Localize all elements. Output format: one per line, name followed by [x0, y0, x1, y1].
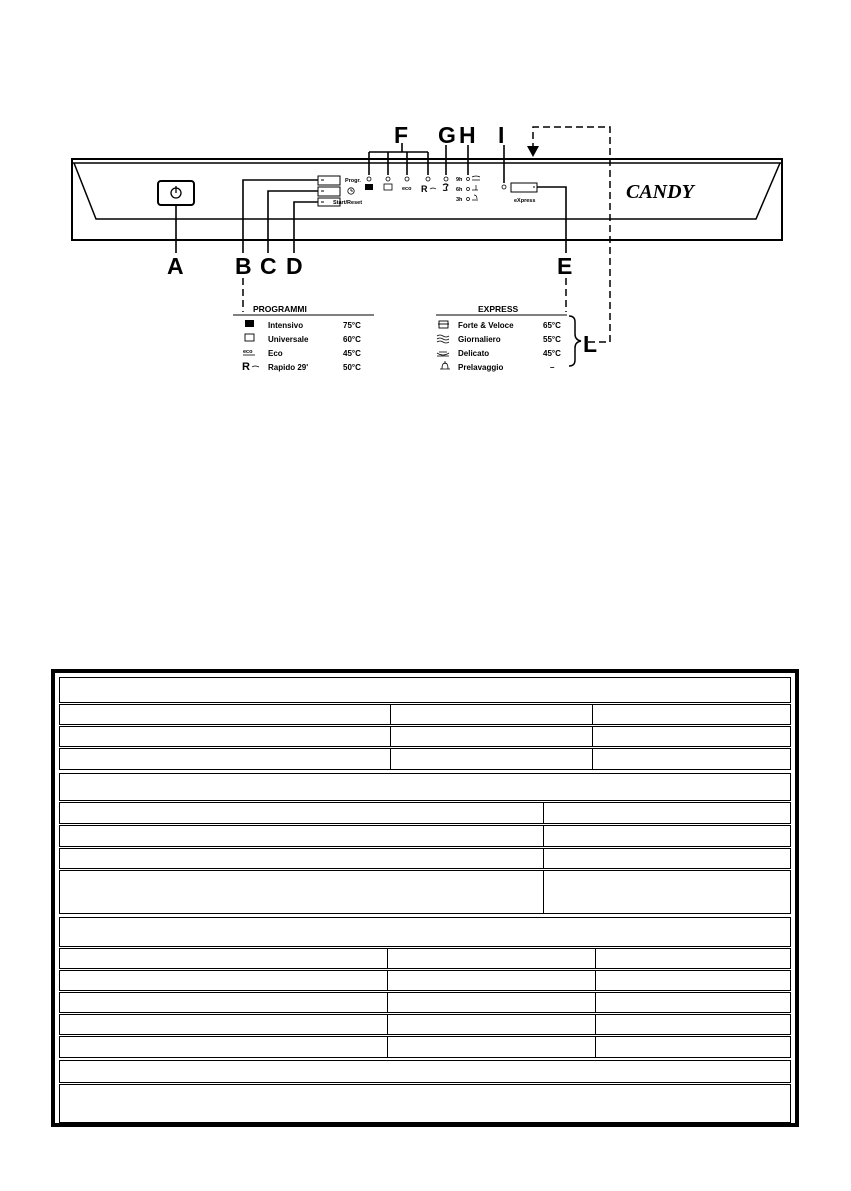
- table-cell: [543, 826, 544, 846]
- pan-icon: [384, 184, 392, 190]
- table-cell: [387, 993, 388, 1012]
- callout-g: G: [438, 122, 456, 148]
- delay-9h-label: 9h: [456, 177, 463, 183]
- programmi-item-name: Rapido 29': [268, 363, 309, 372]
- table-section-header: [59, 677, 791, 703]
- delay-6h-label: 6h: [456, 187, 463, 193]
- table-cell: [387, 949, 388, 968]
- start-reset-label: Start/Reset: [333, 200, 363, 206]
- table-cell: [387, 971, 388, 990]
- table-row: [59, 704, 791, 725]
- table-row: [59, 748, 791, 770]
- table-section-header: [59, 1060, 791, 1083]
- express-item-temp: 55°C: [543, 335, 561, 344]
- express-label: eXpress: [514, 198, 536, 204]
- led-intensivo: [367, 177, 371, 181]
- table-row: [59, 726, 791, 747]
- dish-icon: [437, 352, 449, 356]
- rapid-icon: R: [242, 361, 250, 373]
- curly-brace: [569, 316, 581, 366]
- table-row: [59, 1014, 791, 1035]
- table-cell: [390, 749, 391, 769]
- programmi-item-temp: 45°C: [343, 349, 361, 358]
- table-cell: [592, 727, 593, 746]
- table-row: [59, 1036, 791, 1058]
- table-section-header: [59, 917, 791, 947]
- table-cell: [390, 727, 391, 746]
- table-cell: [543, 871, 544, 913]
- table-cell: [387, 1037, 388, 1057]
- callout-f: F: [394, 122, 409, 148]
- salt-icon: [443, 184, 448, 191]
- programmi-item-temp: 50°C: [343, 363, 361, 372]
- power-button[interactable]: [158, 181, 194, 205]
- callout-l: L: [583, 331, 598, 357]
- pot-icon: [245, 320, 254, 327]
- table-cell: [595, 1015, 596, 1034]
- express-item-name: Delicato: [458, 349, 490, 358]
- table-cell: [595, 993, 596, 1012]
- express-item-name: Forte & Veloce: [458, 321, 514, 330]
- delay-clock-icon: [348, 188, 354, 194]
- delay-3h-label: 3h: [456, 197, 463, 203]
- legend-express: [436, 304, 567, 372]
- table-cell: [390, 705, 391, 724]
- express-item-temp: –: [550, 363, 555, 372]
- callout-b: B: [235, 253, 252, 279]
- callout-e: E: [557, 253, 573, 279]
- legend-programmi: [233, 304, 374, 373]
- table-row: [59, 948, 791, 969]
- programmi-item-name: Universale: [268, 335, 309, 344]
- program-leds: [367, 177, 506, 189]
- express-item-temp: 65°C: [543, 321, 561, 330]
- prewash-icon: [440, 361, 450, 369]
- programmi-item-temp: 60°C: [343, 335, 361, 344]
- callout-i: I: [498, 122, 505, 148]
- callout-a: A: [167, 253, 184, 279]
- progr-label: Progr.: [345, 178, 361, 184]
- table-row: [59, 870, 791, 914]
- led-express: [502, 185, 506, 189]
- callout-c: C: [260, 253, 277, 279]
- table-cell: [592, 749, 593, 769]
- table-cell: [592, 705, 593, 724]
- table-cell: [595, 1037, 596, 1057]
- table-section-header: [59, 773, 791, 801]
- express-item-name: Prelavaggio: [458, 363, 504, 372]
- express-item-temp: 45°C: [543, 349, 561, 358]
- table-row: [59, 802, 791, 824]
- table-row: [59, 848, 791, 869]
- callout-h: H: [459, 122, 476, 148]
- arrow-down-icon: [527, 146, 539, 157]
- eco-icon: eco: [402, 186, 412, 192]
- programmi-item-name: Intensivo: [268, 321, 304, 330]
- express-title: EXPRESS: [478, 304, 519, 314]
- delay-led-icons: [467, 176, 481, 201]
- table-cell: [543, 803, 544, 823]
- pot-fast-icon: [438, 321, 449, 328]
- express-item-name: Giornaliero: [458, 335, 501, 344]
- rapid-icon: R: [421, 184, 428, 194]
- callout-d: D: [286, 253, 303, 279]
- programmi-item-temp: 75°C: [343, 321, 361, 330]
- led-salt: [444, 177, 448, 181]
- table-row: [59, 825, 791, 847]
- specification-table: [51, 669, 799, 1127]
- waves-icon: [437, 335, 449, 343]
- led-universale: [386, 177, 390, 181]
- programmi-item-name: Eco: [268, 349, 283, 358]
- led-eco: [405, 177, 409, 181]
- table-row: [59, 992, 791, 1013]
- candy-logo: CANDY: [626, 181, 694, 203]
- table-cell: [595, 971, 596, 990]
- eco-icon: eco: [243, 349, 253, 355]
- table-row: [59, 970, 791, 991]
- express-button[interactable]: [511, 183, 537, 192]
- pan-icon: [245, 334, 254, 341]
- programmi-title: PROGRAMMI: [253, 304, 307, 314]
- table-cell: [387, 1015, 388, 1034]
- pot-icon: [365, 184, 373, 190]
- table-cell: [595, 949, 596, 968]
- led-rapido: [426, 177, 430, 181]
- table-cell: [543, 849, 544, 868]
- table-row: [59, 1084, 791, 1123]
- rapid-icon-tail: [430, 188, 436, 189]
